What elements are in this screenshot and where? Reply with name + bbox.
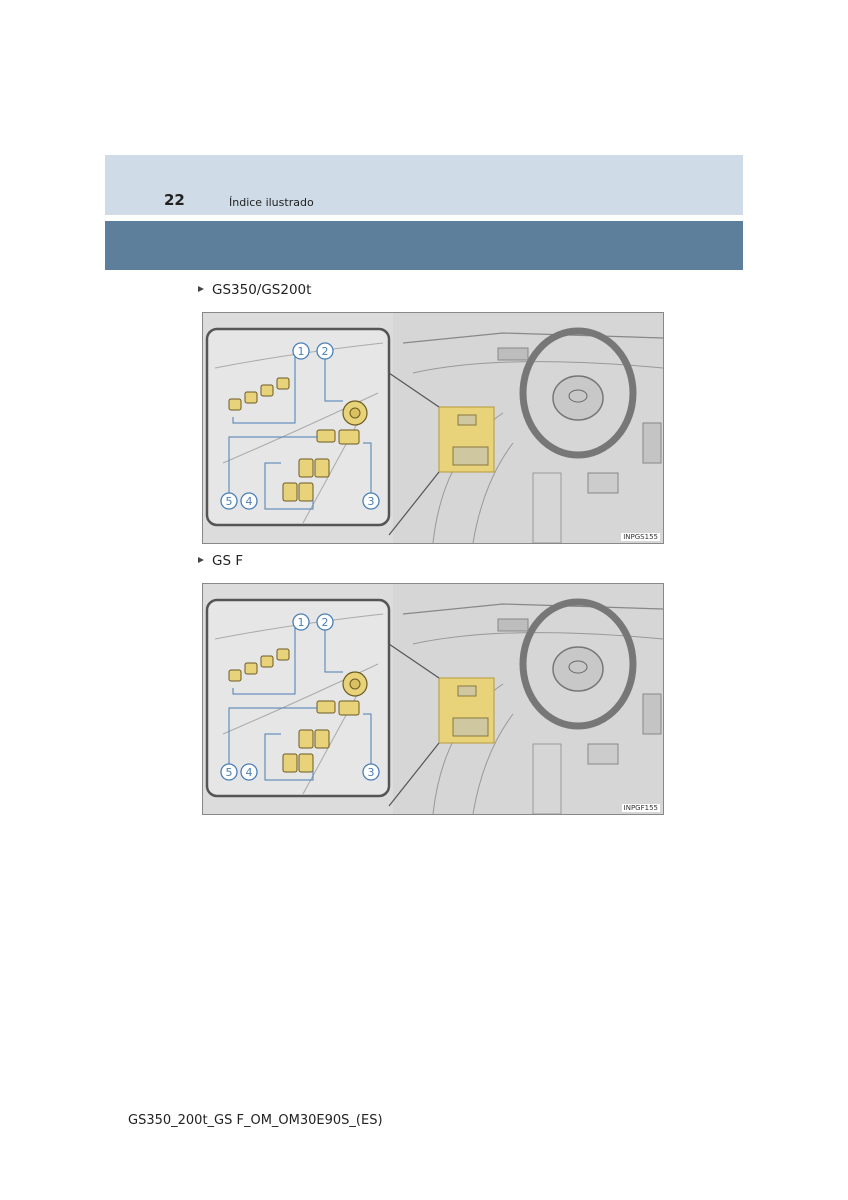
lock-switch: [245, 392, 257, 403]
figure-gs350: [202, 312, 664, 544]
lock-switch: [229, 670, 241, 681]
callout-number: 1: [297, 345, 305, 358]
callout-number: 3: [367, 495, 375, 508]
figure-code: INPGS155: [623, 533, 658, 541]
center-panel: [643, 423, 661, 463]
pedal: [588, 473, 618, 493]
window-switch: [315, 459, 329, 477]
steering-hub: [553, 376, 603, 420]
switch-sketch: [453, 718, 488, 736]
page-number: 22: [164, 191, 185, 209]
mirror-knob-center: [350, 679, 360, 689]
switch-sketch: [458, 415, 476, 425]
window-switch: [299, 730, 313, 748]
mirror-select-switch: [339, 430, 359, 444]
switch-sketch: [458, 686, 476, 696]
steering-hub: [553, 647, 603, 691]
header-band: [105, 155, 743, 215]
callout-number: 1: [297, 616, 305, 629]
lock-switch: [261, 385, 273, 396]
window-lock-switch: [317, 430, 335, 442]
mirror-select-switch: [339, 701, 359, 715]
callout-number: 2: [321, 345, 329, 358]
lock-switch: [245, 663, 257, 674]
variant-text: GS350/GS200t: [212, 282, 312, 298]
center-panel: [643, 694, 661, 734]
lock-switch: [261, 656, 273, 667]
switch-sketch: [453, 447, 488, 465]
air-vent: [498, 348, 528, 360]
door-switch-illustration: [203, 313, 663, 543]
callout-number: 5: [225, 766, 233, 779]
callout-number: 4: [245, 766, 253, 779]
variant-label-2: [198, 553, 243, 569]
mirror-knob-center: [350, 408, 360, 418]
section-bar: [105, 221, 743, 270]
door-switch-illustration: [203, 584, 663, 814]
lock-switch: [229, 399, 241, 410]
window-lock-switch: [317, 701, 335, 713]
window-switch: [283, 483, 297, 501]
section-title: Índice ilustrado: [229, 196, 314, 209]
footer-code: GS350_200t_GS F_OM_OM30E90S_(ES): [128, 1113, 383, 1128]
lock-switch: [277, 378, 289, 389]
window-switch: [299, 459, 313, 477]
variant-label-1: [198, 282, 311, 298]
window-switch: [315, 730, 329, 748]
window-switch: [299, 483, 313, 501]
window-switch: [283, 754, 297, 772]
air-vent: [498, 619, 528, 631]
window-switch: [299, 754, 313, 772]
figure-gsf: [202, 583, 664, 815]
triangle-bullet-icon: [198, 286, 204, 292]
pedal: [588, 744, 618, 764]
lock-switch: [277, 649, 289, 660]
callout-number: 2: [321, 616, 329, 629]
figure-code: INPGF155: [623, 804, 658, 812]
triangle-bullet-icon: [198, 557, 204, 563]
variant-text: GS F: [212, 553, 244, 569]
callout-number: 5: [225, 495, 233, 508]
callout-number: 3: [367, 766, 375, 779]
callout-number: 4: [245, 495, 253, 508]
